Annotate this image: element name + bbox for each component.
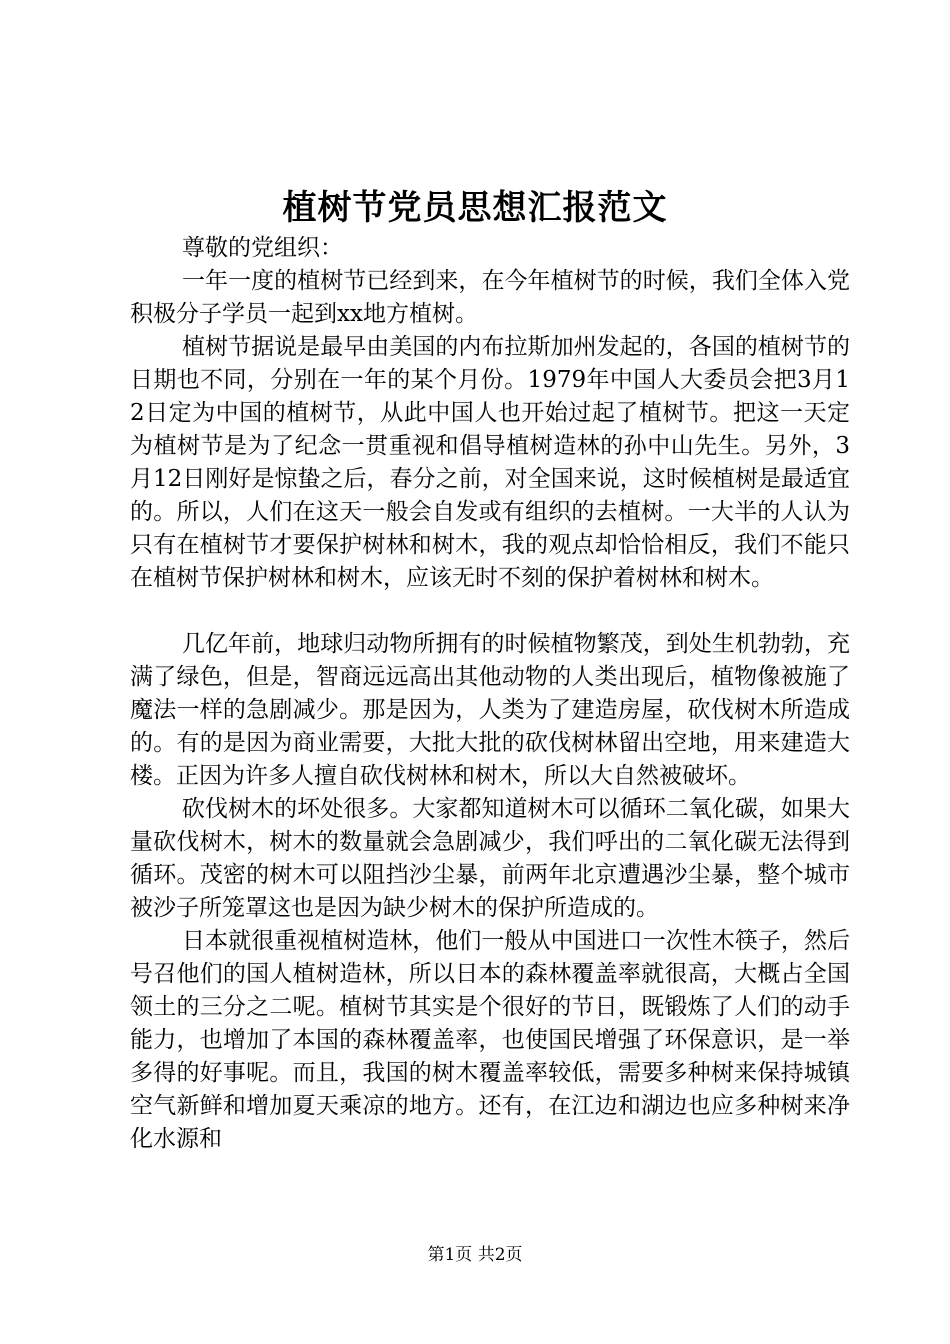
paragraph-2: 植树节据说是最早由美国的内布拉斯加州发起的，各国的植树节的日期也不同，分别在一年的某个月份。1979年中国人大委员会把3月12日定为中国的植树节，从此中国人也开始过起了植树节。把这一天定为植树节是为了纪念一贯重视和倡导植树造林的孙中山先生。另外，3月12日刚好是惊蛰之后，春分之前，对全国来说，这时候植树是最适宜的。所以，人们在这天一般会自发或有组织的去植树。一大半的人认为只有在植树节才要保护树林和树木，我的观点却恰恰相反，我们不能只在植树节保护树林和树木，应该无时不刻的保护着树林和树木。: [130, 334, 850, 591]
document-body: [130, 232, 850, 1156]
document-title: 植树节党员思想汇报范文: [282, 188, 668, 228]
paragraph-5: 日本就很重视植树造林，他们一般从中国进口一次性木筷子，然后号召他们的国人植树造林，所以日本的森林覆盖率就很高，大概占全国领土的三分之二呢。植树节其实是个很好的节日，既锻炼了人们的动手能力，也增加了本国的森林覆盖率，也使国民增强了环保意识，是一举多得的好事呢。而且，我国的树木覆盖率较低，需要多种树来保持城镇空气新鲜和增加夏天乘凉的地方。还有，在江边和湖边也应多种树来净化水源和: [130, 928, 850, 1152]
paragraph-1: 一年一度的植树节已经到来，在今年植树节的时候，我们全体入党积极分子学员一起到xx地方植树。: [130, 268, 850, 327]
page-number-footer: 第1页 共2页: [427, 1245, 523, 1265]
paragraph-3: 几亿年前，地球归动物所拥有的时候植物繁茂，到处生机勃勃，充满了绿色，但是，智商远远高出其他动物的人类出现后，植物像被施了魔法一样的急剧减少。那是因为，人类为了建造房屋，砍伐树木所造成的。有的是因为商业需要，大批大批的砍伐树林留出空地，用来建造大楼。正因为许多人擅自砍伐树林和树木，所以大自然被破坏。: [130, 631, 850, 789]
salutation: 尊敬的党组织：: [182, 235, 343, 261]
paragraph-4: 砍伐树木的坏处很多。大家都知道树木可以循环二氧化碳，如果大量砍伐树木，树木的数量就会急剧减少，我们呼出的二氧化碳无法得到循环。茂密的树木可以阻挡沙尘暴，前两年北京遭遇沙尘暴，整个城市被沙子所笼罩这也是因为缺少树木的保护所造成的。: [130, 796, 850, 921]
